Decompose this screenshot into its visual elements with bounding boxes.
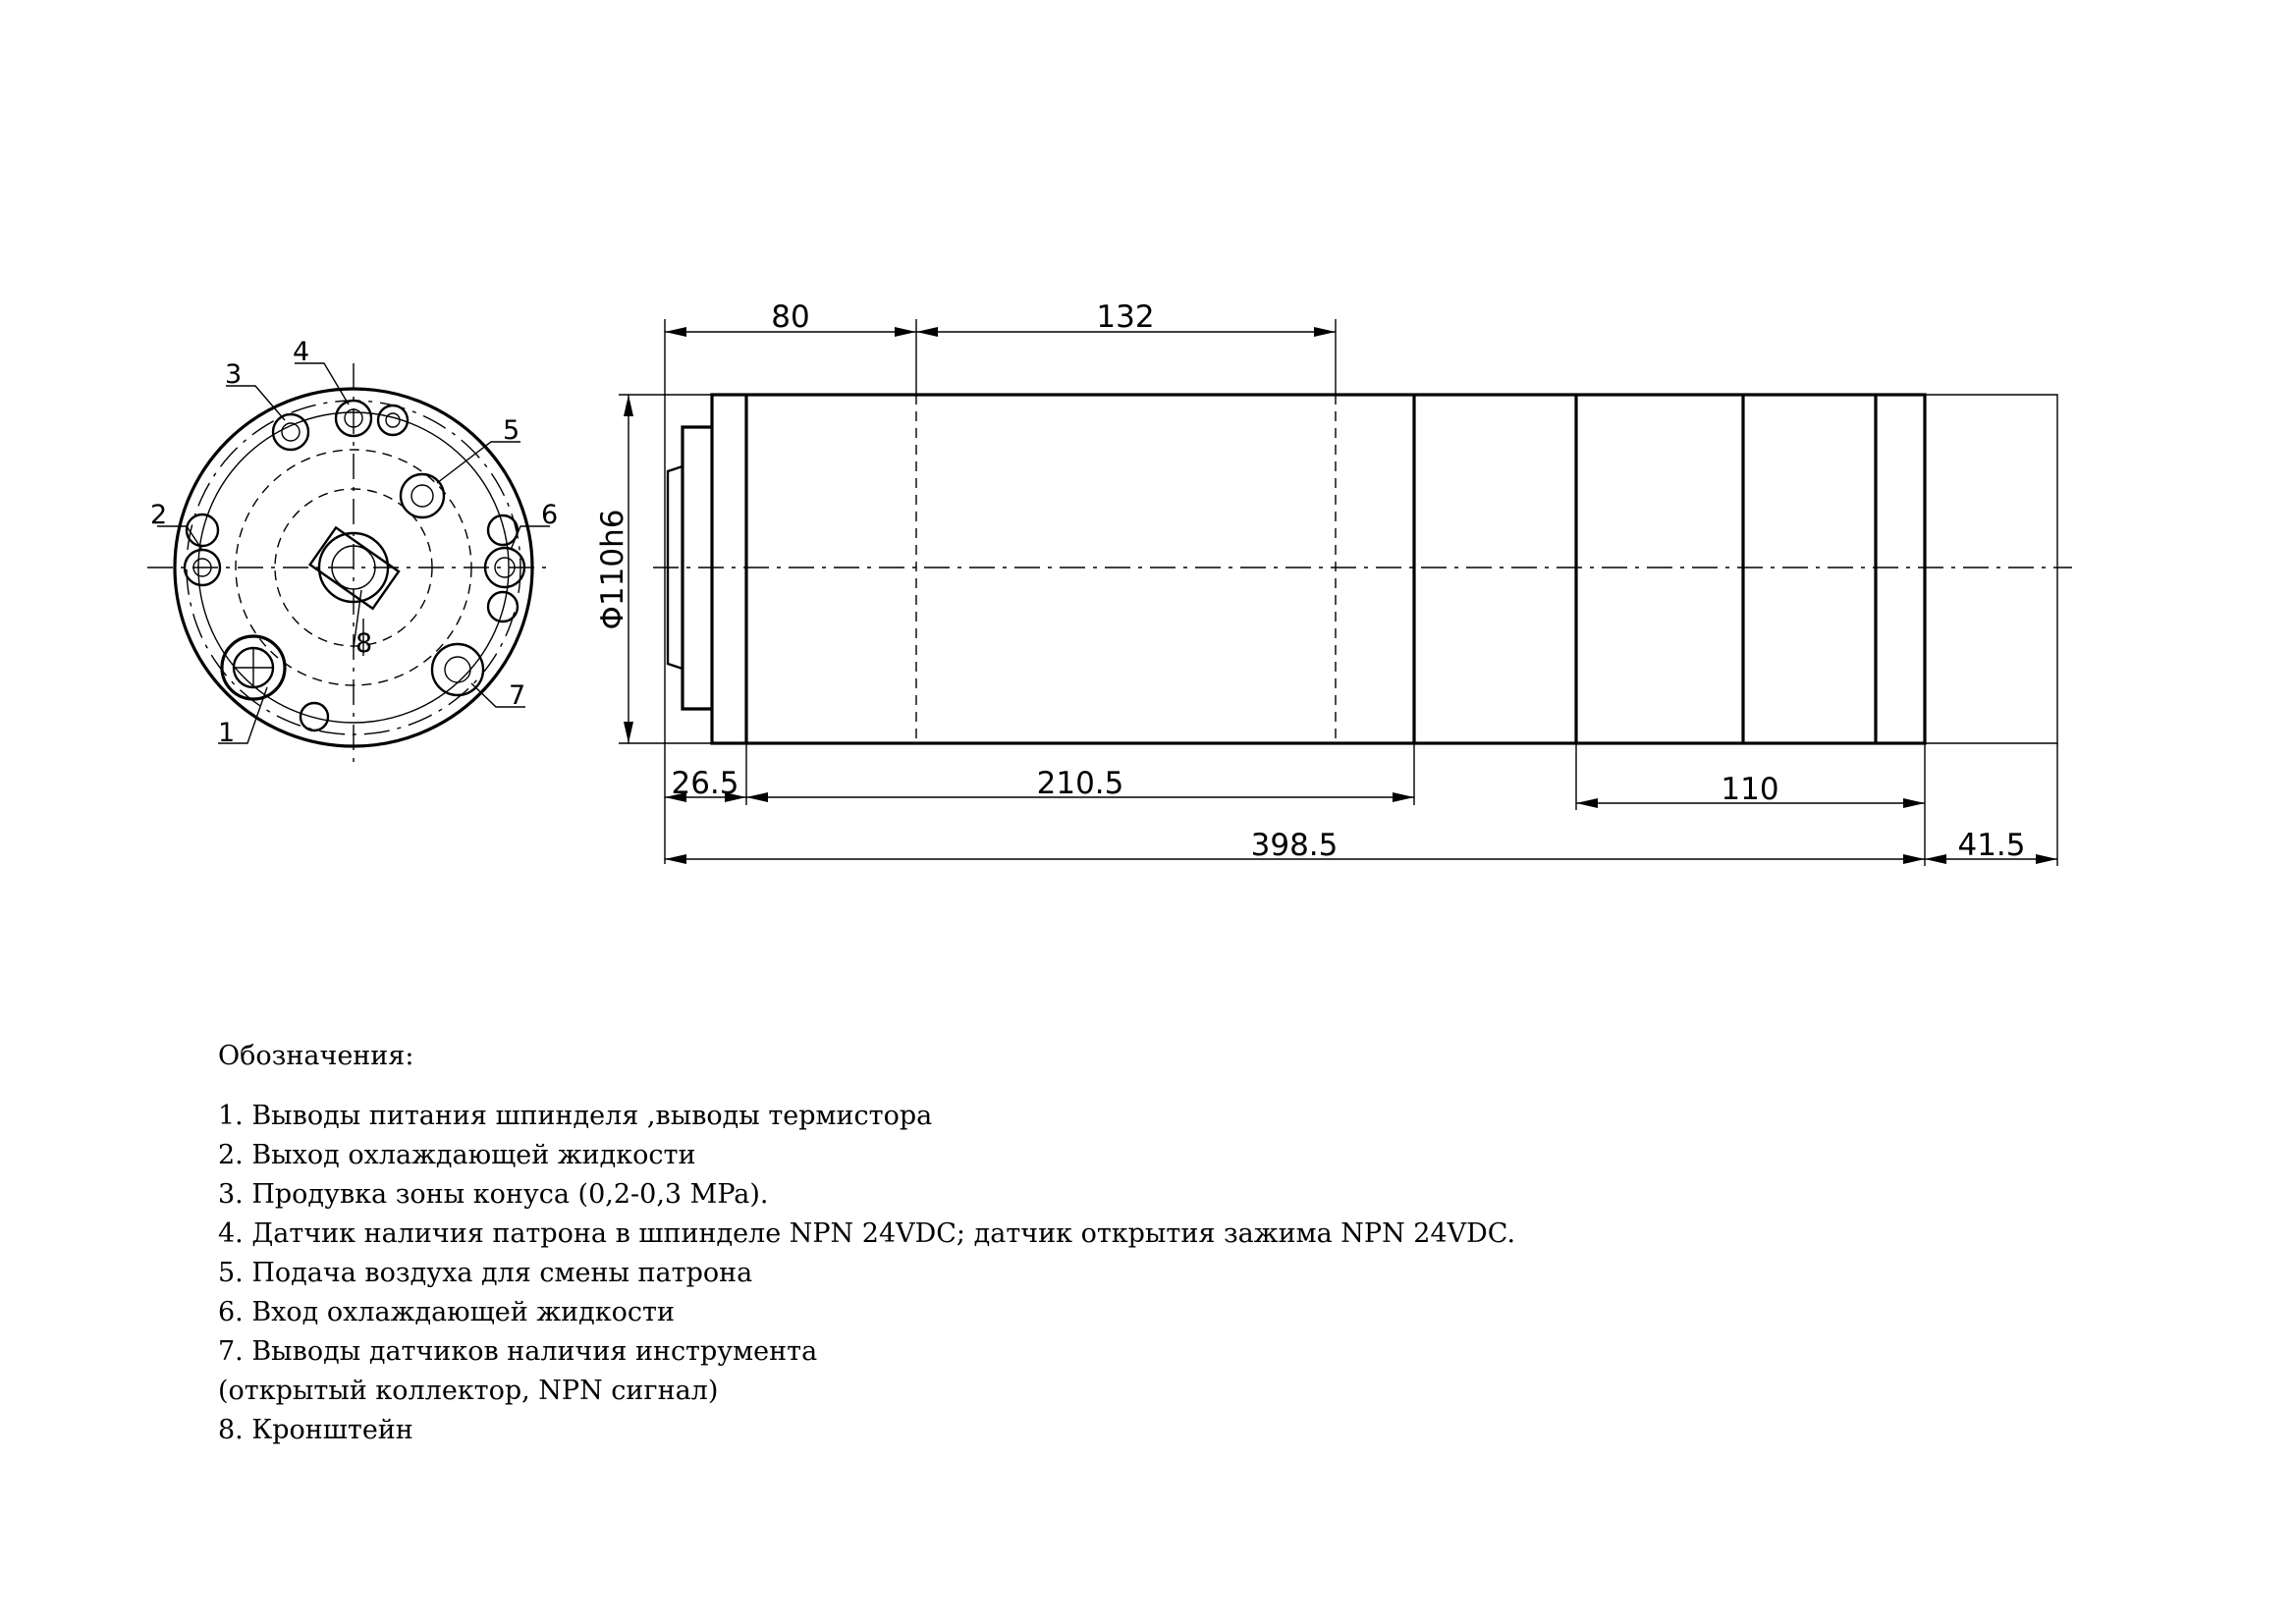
callout-1: 1 [218, 718, 236, 748]
legend-item: (открытый коллектор, NPN сигнал) [218, 1376, 719, 1406]
legend-item: 2. Выход охлаждающей жидкости [218, 1140, 696, 1170]
legend-item: 3. Продувка зоны конуса (0,2-0,3 MPa). [218, 1179, 769, 1210]
legend-item: 4. Датчик наличия патрона в шпинделе NPN 24VDC; датчик открытия зажима NPN 24VDC. [218, 1218, 1516, 1249]
callout-7: 7 [509, 680, 526, 711]
spindle-end-view [147, 337, 558, 766]
dim-80: 80 [771, 299, 810, 335]
dim-210-5: 210.5 [1036, 766, 1124, 801]
callout-4: 4 [293, 337, 310, 367]
dim-diameter: Φ110h6 [595, 509, 630, 630]
callout-8: 8 [355, 628, 373, 659]
legend-item: 8. Кронштейн [218, 1415, 413, 1445]
callout-6: 6 [541, 500, 559, 530]
callout-5: 5 [503, 415, 520, 446]
callout-2: 2 [150, 500, 168, 530]
dim-132: 132 [1096, 299, 1155, 335]
legend-item: 1. Выводы питания шпинделя ,выводы термистора [218, 1101, 933, 1131]
callout-3: 3 [225, 359, 243, 390]
dim-26-5: 26.5 [671, 766, 739, 801]
legend-item: 7. Выводы датчиков наличия инструмента [218, 1336, 818, 1367]
legend-title: Обозначения: [218, 1041, 414, 1071]
legend-item: 5. Подача воздуха для смены патрона [218, 1258, 753, 1288]
connector-bottom [301, 703, 328, 730]
dim-398-5: 398.5 [1250, 828, 1339, 863]
dim-110: 110 [1721, 772, 1779, 807]
connector-5 [401, 474, 444, 517]
legend [218, 1041, 1515, 1450]
dim-41-5: 41.5 [1957, 828, 2026, 863]
connector-1 [222, 636, 285, 699]
legend-item: 6. Вход охлаждающей жидкости [218, 1297, 675, 1327]
spindle-side-view [595, 299, 2072, 866]
